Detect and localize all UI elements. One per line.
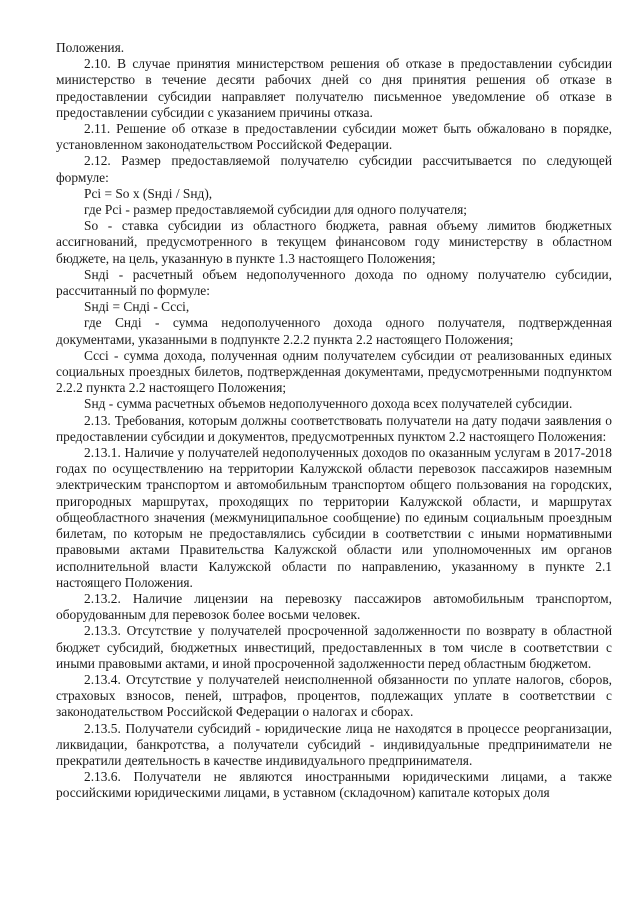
definition-sssi: Сссі - сумма дохода, полученная одним получателем субсидии от реализованных единых социальных проездных билетов, подтвержденная документами, предусмотренными подпунктом 2.2.2 пункта 2.2 настоящего Положения; — [56, 347, 612, 396]
definition-pci: где Pci - размер предоставляемой субсидии для одного получателя; — [84, 202, 468, 218]
definition-sndi-lost: где Снді - сумма недополученного дохода одного получателя, подтвержденная документами, указанными в подпункте 2.2.2 пункта 2.2 настоящего Положения; — [56, 315, 612, 347]
paragraph-continuation: Положения. — [56, 40, 125, 55]
paragraph-2-13-3: 2.13.3. Отсутствие у получателей просроченной задолженности по возврату в областной бюджет субсидий, бюджетных инвестиций, предоставленных в том числе в соответствии с иными правовыми актами, и иной просроченной задолженности перед областным бюджетом. — [56, 623, 612, 671]
paragraph-2-13-2: 2.13.2. Наличие лицензии на перевозку пассажиров автомобильным транспортом, оборудованным для перевозок более восьми человек. — [56, 590, 612, 623]
formula-sndi: Sнді = Снді - Сссі, — [84, 299, 190, 315]
paragraph-2-13-4: 2.13.4. Отсутствие у получателей неисполненной обязанности по уплате налогов, сборов, страховых взносов, пеней, штрафов, процентов, подлежащих уплате в соответствии с законодательством Российской Федерации о налогах и сборах. — [56, 671, 612, 720]
definition-so: So - ставка субсидии из областного бюджета, равная объему лимитов бюджетных ассигнований, предусмотренного в текущем финансовом году министерству в областном бюджете, на цель, указанную в пункте 1.3 настоящего Положения; — [56, 218, 612, 266]
definition-sndi: Sнді - расчетный объем недополученного дохода по одному получателю субсидии, рассчитанный по формуле: — [56, 266, 612, 299]
paragraph-2-13-1: 2.13.1. Наличие у получателей недополученных доходов по оказанным услугам в 2017-2018 годах по осуществлению на территории Калужской области перевозок пассажиров наземным электрическим транспортом и автомобильным транспортом общего пользования на городских, пригородных маршрутах, проходящих по территории Калужской области, и маршрутах общеобластного значения (межмуниципальное сообщение) по единым социальным проездным билетам, по которым не предоставлялись субсидии в соответствии с иными нормативными правовыми актами Правительства Калужской области или уполномоченных им органов исполнительной власти Калужской области по направлению, указанному в пункте 2.1 настоящего Положения. — [56, 445, 612, 590]
formula-subsidy: Pci = So x (Sнді / Sнд), — [84, 185, 213, 201]
paragraph-2-12: 2.12. Размер предоставляемой получателю субсидии рассчитывается по следующей формуле: — [56, 153, 612, 185]
paragraph-2-13-5: 2.13.5. Получатели субсидий - юридические лица не находятся в процессе реорганизации, ликвидации, банкротства, а получатели субсидий - индивидуальные предприниматели не прекратили деятельность в качестве индивидуального предпринимателя. — [56, 720, 612, 768]
paragraph-2-11: 2.11. Решение об отказе в предоставлении субсидии может быть обжаловано в порядке, установленном законодательством Российской Федерации. — [56, 121, 612, 153]
document-page — [56, 40, 612, 802]
paragraph-2-13: 2.13. Требования, которым должны соответствовать получатели на дату подачи заявления о предоставлении субсидии и документов, предусмотренных пунктом 2.2 настоящего Положения: — [56, 412, 612, 444]
definition-snd: Sнд - сумма расчетных объемов недополученного дохода всех получателей субсидии. — [84, 396, 573, 412]
paragraph-2-10: 2.10. В случае принятия министерством решения об отказе в предоставлении субсидии министерство в течение десяти рабочих дней со дня принятия решения об отказе в предоставлении субсидии направляет получателю письменное уведомление об отказе в предоставлении субсидии с указанием причины отказа. — [56, 56, 612, 120]
paragraph-2-13-6: 2.13.6. Получатели не являются иностранными юридическими лицами, а также российскими юридическими лицами, в уставном (складочном) капитале которых доля — [56, 769, 612, 801]
